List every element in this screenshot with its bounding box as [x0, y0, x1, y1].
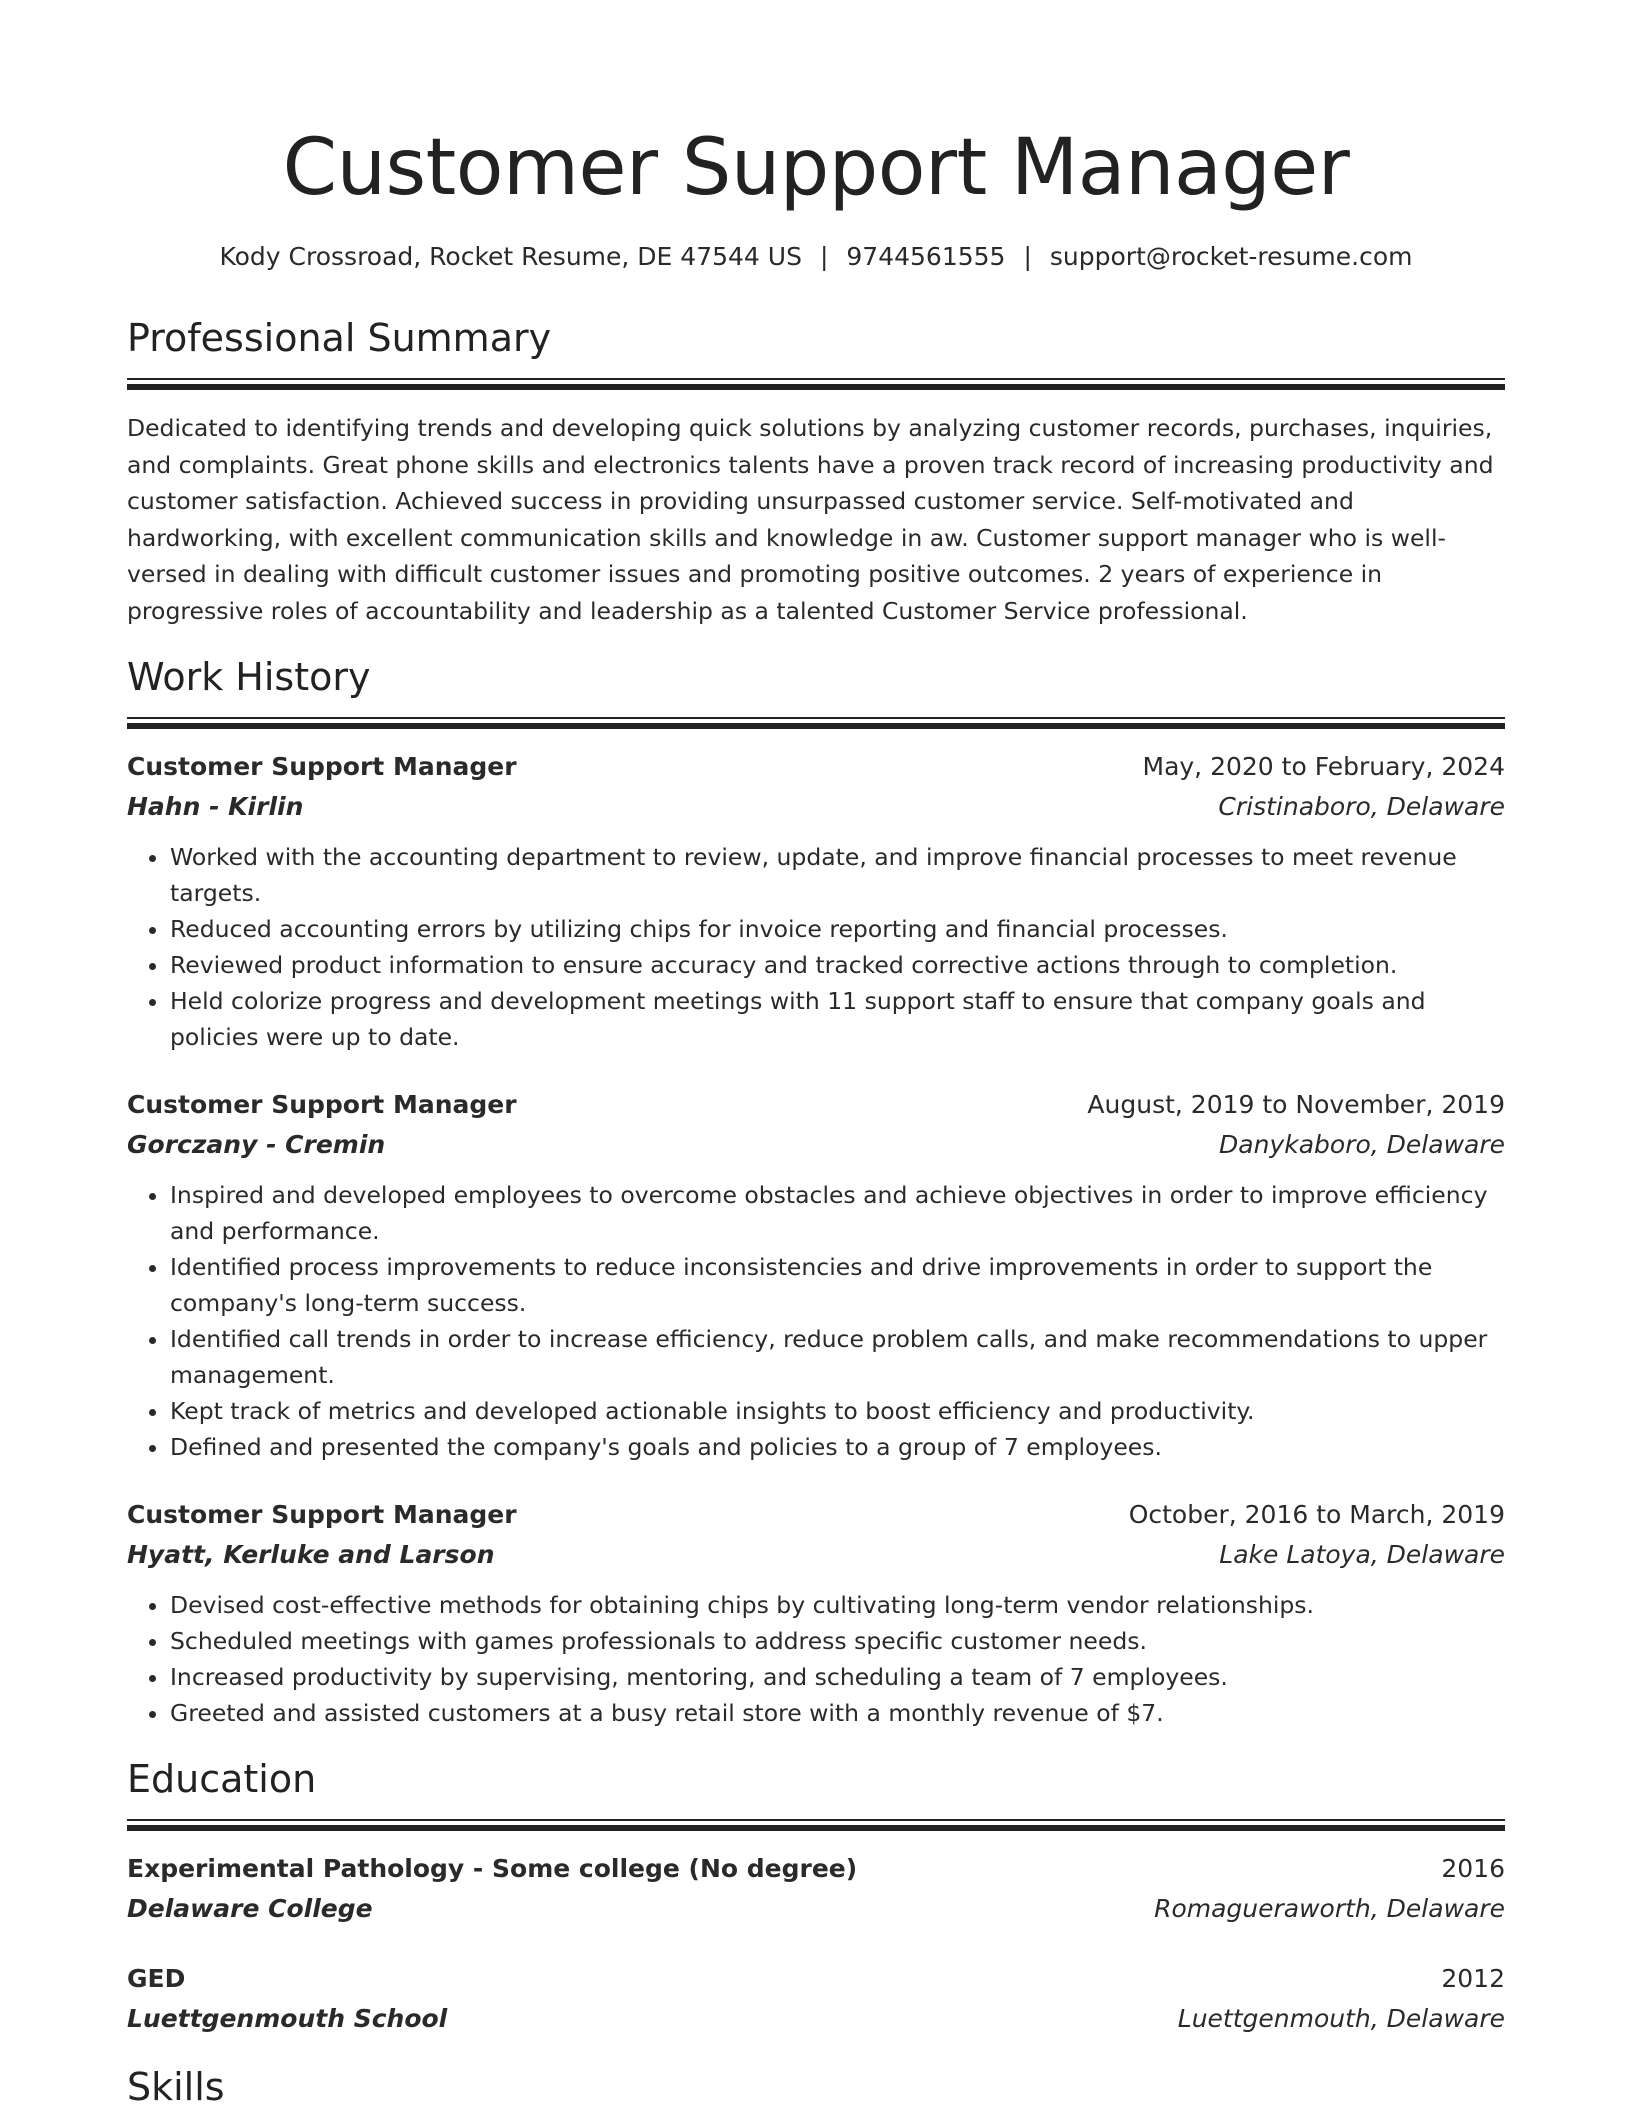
- list-item: • Identified process improvements to reduce inconsistencies and drive improvements in order to support the company's long-term success.: [170, 1249, 1505, 1321]
- job-bullets: [127, 1587, 1505, 1731]
- job-location: Cristinaboro, Delaware: [1218, 792, 1505, 821]
- job-dates: August, 2019 to November, 2019: [1087, 1090, 1505, 1119]
- job-location: Lake Latoya, Delaware: [1219, 1540, 1505, 1569]
- job-company: Hyatt, Kerluke and Larson: [127, 1540, 495, 1569]
- job-header-row: [127, 747, 1505, 787]
- education-section: [127, 1753, 1505, 2039]
- job-company: Gorczany - Cremin: [127, 1130, 386, 1159]
- section-heading: Work History: [127, 655, 371, 699]
- list-item: • Identified call trends in order to increase efficiency, reduce problem calls, and make recommendations to upper management.: [170, 1321, 1505, 1393]
- list-item: • Defined and presented the company's goals and policies to a group of 7 employees.: [170, 1429, 1505, 1465]
- list-item: • Reduced accounting errors by utilizing chips for invoice reporting and financial processes.: [170, 911, 1505, 947]
- education-header-row: [127, 1959, 1505, 1999]
- job-company-row: [127, 787, 1505, 827]
- job-entry: [127, 1085, 1505, 1465]
- job-entry: [127, 747, 1505, 1055]
- education-entry: [127, 1959, 1505, 2039]
- education-header-row: [127, 1849, 1505, 1889]
- education-year: 2016: [1441, 1854, 1505, 1883]
- work-history-section: [127, 651, 1505, 1731]
- summary-text: Dedicated to identifying trends and developing quick solutions by analyzing customer records, purchases, inquiries, and complaints. Great phone skills and electronics talents have a proven track record of increasing productivity and customer satisfaction. Achieved success in providing unsurpassed customer service. Self-motivated and hardworking, with excellent communication skills and knowledge in aw. Customer support manager who is well-versed in dealing with difficult customer issues and promoting positive outcomes. 2 years of experience in progressive roles of accountability and leadership as a talented Customer Service professional.: [127, 414, 1494, 625]
- education-degree: GED: [127, 1964, 186, 1993]
- section-heading: Professional Summary: [127, 316, 552, 360]
- education-location: Romagueraworth, Delaware: [1154, 1894, 1505, 1923]
- job-company-row: [127, 1535, 1505, 1575]
- job-title: Customer Support Manager: [127, 752, 517, 781]
- job-bullets: [127, 839, 1505, 1055]
- education-school-row: [127, 1889, 1505, 1929]
- contact-phone: 9744561555: [846, 242, 1006, 271]
- education-school: Delaware College: [127, 1894, 373, 1923]
- section-divider: [127, 717, 1505, 729]
- list-item: • Increased productivity by supervising, mentoring, and scheduling a team of 7 employees.: [170, 1659, 1505, 1695]
- job-bullets: [127, 1177, 1505, 1465]
- education-degree: Experimental Pathology - Some college (No degree): [127, 1854, 858, 1883]
- job-dates: May, 2020 to February, 2024: [1142, 752, 1505, 781]
- list-item: • Worked with the accounting department to review, update, and improve financial processes to meet revenue targets.: [170, 839, 1505, 911]
- job-company: Hahn - Kirlin: [127, 792, 304, 821]
- section-heading: Education: [127, 1757, 317, 1801]
- job-header-row: [127, 1495, 1505, 1535]
- education-school-row: [127, 1999, 1505, 2039]
- list-item: • Devised cost-effective methods for obtaining chips by cultivating long-term vendor relationships.: [170, 1587, 1505, 1623]
- job-dates: October, 2016 to March, 2019: [1128, 1500, 1505, 1529]
- list-item: • Inspired and developed employees to overcome obstacles and achieve objectives in order to improve efficiency and performance.: [170, 1177, 1505, 1249]
- section-divider: [127, 1819, 1505, 1831]
- contact-separator: |: [819, 242, 829, 271]
- contact-email: support@rocket-resume.com: [1049, 242, 1413, 271]
- contact-separator: |: [1023, 242, 1032, 271]
- list-item: • Reviewed product information to ensure accuracy and tracked corrective actions through to completion.: [170, 947, 1505, 983]
- summary-section: [127, 312, 1505, 629]
- list-item: • Held colorize progress and development meetings with 11 support staff to ensure that company goals and policies were up to date.: [170, 983, 1505, 1055]
- section-divider: [127, 378, 1505, 390]
- education-year: 2012: [1441, 1964, 1505, 1993]
- contact-line: [127, 240, 1505, 274]
- job-location: Danykaboro, Delaware: [1219, 1130, 1505, 1159]
- job-title: Customer Support Manager: [127, 1500, 517, 1529]
- list-item: • Scheduled meetings with games professionals to address specific customer needs.: [170, 1623, 1505, 1659]
- resume-title: Customer Support Manager: [282, 123, 1350, 213]
- education-location: Luettgenmouth, Delaware: [1177, 2004, 1505, 2033]
- contact-address: Kody Crossroad, Rocket Resume, DE 47544 US: [219, 242, 802, 271]
- job-company-row: [127, 1125, 1505, 1165]
- job-header-row: [127, 1085, 1505, 1125]
- list-item: • Kept track of metrics and developed actionable insights to boost efficiency and productivity.: [170, 1393, 1505, 1429]
- education-entry: [127, 1849, 1505, 1929]
- section-heading: Skills: [127, 2065, 225, 2109]
- skills-section: [127, 2061, 1505, 2113]
- job-title: Customer Support Manager: [127, 1090, 517, 1119]
- education-school: Luettgenmouth School: [127, 2004, 448, 2033]
- job-entry: [127, 1495, 1505, 1731]
- list-item: • Greeted and assisted customers at a busy retail store with a monthly revenue of $7.: [170, 1695, 1505, 1731]
